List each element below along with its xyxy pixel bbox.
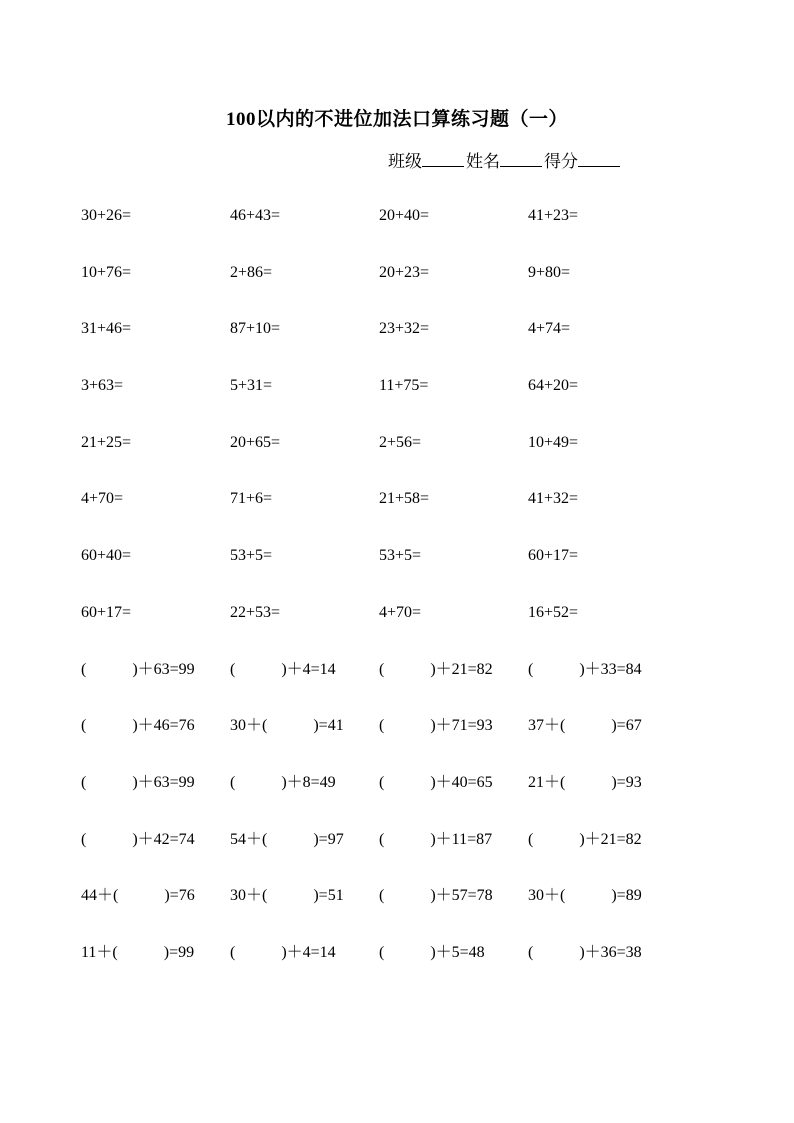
- problem-right: )＋33=84: [579, 660, 642, 678]
- problem-row: [81, 431, 677, 488]
- problem: 20+40=: [379, 207, 430, 224]
- blank-problem-row: [81, 941, 677, 998]
- blank-problem: [528, 828, 677, 885]
- problem-left: (: [528, 660, 534, 678]
- problem-left: (: [230, 773, 236, 791]
- problem-row: [81, 601, 677, 658]
- blank-problem-row: [81, 714, 677, 771]
- problem-right: )=89: [611, 887, 642, 905]
- problem-right: )＋5=48: [430, 943, 485, 961]
- problem-row: [81, 317, 677, 374]
- problem: 3+63=: [81, 377, 124, 395]
- problem-right: )＋11=87: [430, 830, 493, 848]
- problem-right: )＋57=78: [430, 887, 493, 905]
- problem-left: 54＋(: [230, 830, 268, 848]
- blank-problem: [379, 658, 528, 715]
- problem-right: )＋21=82: [430, 660, 493, 678]
- blank-problem-row: [81, 828, 677, 885]
- problem-right: )＋71=93: [430, 717, 493, 735]
- problem-right: )＋8=49: [281, 773, 336, 791]
- problem-right: )＋21=82: [579, 830, 642, 848]
- problem: 41+32=: [528, 490, 579, 508]
- problem: 2+86=: [230, 263, 273, 281]
- blank-problem: [528, 941, 677, 998]
- problem-left: 30＋(: [230, 717, 268, 735]
- problem-left: (: [81, 717, 87, 735]
- problem: 30+26=: [81, 207, 132, 224]
- problem: 71+6=: [230, 490, 273, 508]
- problem: 21+58=: [379, 490, 430, 508]
- problem: 87+10=: [230, 320, 281, 338]
- problem: 64+20=: [528, 377, 579, 395]
- problem: 20+65=: [230, 433, 281, 451]
- problem-left: (: [81, 660, 87, 678]
- problem-right: )＋40=65: [430, 773, 493, 791]
- problem-left: 11＋(: [81, 943, 118, 961]
- class-blank[interactable]: [422, 151, 464, 167]
- problem: 2+56=: [379, 433, 422, 451]
- blank-problem-row: [81, 884, 677, 941]
- problem-left: (: [230, 943, 236, 961]
- blank-problem: [379, 941, 528, 998]
- blank-problem-row: [81, 771, 677, 828]
- blank-problem: [379, 828, 528, 885]
- problem-right: )=97: [313, 830, 344, 848]
- name-blank[interactable]: [500, 151, 542, 167]
- blank-problem: [81, 714, 230, 771]
- blank-problem: [230, 771, 379, 828]
- blank-problem: [230, 941, 379, 998]
- problem: 60+17=: [528, 547, 579, 565]
- problem-row: [81, 374, 677, 431]
- problem-left: (: [379, 660, 385, 678]
- problem-left: (: [379, 830, 385, 848]
- problem-right: )＋42=74: [132, 830, 195, 848]
- blank-problem: [528, 658, 677, 715]
- problem-right: )＋4=14: [281, 943, 336, 961]
- problem: 4+74=: [528, 320, 571, 338]
- problem: 11+75=: [379, 377, 429, 395]
- problem: 10+76=: [81, 263, 132, 281]
- problem: 4+70=: [81, 490, 124, 508]
- blank-problem: [379, 771, 528, 828]
- problem: 60+40=: [81, 547, 132, 565]
- problem-right: )=41: [313, 717, 344, 735]
- blank-problem: [230, 714, 379, 771]
- blank-problem: [81, 658, 230, 715]
- problem: 46+43=: [230, 207, 281, 224]
- problem-row: [81, 261, 677, 318]
- problem: 41+23=: [528, 207, 579, 224]
- problem-left: 37＋(: [528, 717, 566, 735]
- blank-problem: [528, 771, 677, 828]
- problem-grid: [81, 204, 677, 998]
- problem-row: [81, 487, 677, 544]
- blank-problem-row: [81, 658, 677, 715]
- student-info-line: [388, 147, 622, 172]
- problem-right: )＋63=99: [132, 660, 195, 678]
- blank-problem: [528, 884, 677, 941]
- problem: 23+32=: [379, 320, 430, 338]
- blank-problem: [379, 884, 528, 941]
- problem: 22+53=: [230, 603, 281, 621]
- score-blank[interactable]: [578, 151, 620, 167]
- blank-problem: [81, 771, 230, 828]
- problem-right: )＋46=76: [132, 717, 195, 735]
- blank-problem: [230, 884, 379, 941]
- problem: 9+80=: [528, 263, 571, 281]
- problem-left: 21＋(: [528, 773, 566, 791]
- problem: 60+17=: [81, 603, 132, 621]
- problem: 53+5=: [379, 547, 422, 565]
- page-title: 100以内的不进位加法口算练习题（一）: [225, 109, 568, 130]
- problem-right: )=51: [313, 887, 344, 905]
- problem-left: (: [528, 830, 534, 848]
- problem-left: (: [528, 943, 534, 961]
- blank-problem: [230, 658, 379, 715]
- class-label: 班级: [388, 152, 422, 171]
- problem: 20+23=: [379, 263, 430, 281]
- problem-right: )=67: [611, 717, 642, 735]
- blank-problem: [81, 884, 230, 941]
- blank-problem: [81, 828, 230, 885]
- problem-left: 30＋(: [230, 887, 268, 905]
- blank-problem: [81, 941, 230, 998]
- problem-right: )＋63=99: [132, 773, 195, 791]
- problem-left: (: [81, 773, 87, 791]
- problem-left: (: [81, 830, 87, 848]
- problem-row: [81, 204, 677, 261]
- blank-problem: [528, 714, 677, 771]
- problem-left: (: [379, 717, 385, 735]
- problem: 31+46=: [81, 320, 132, 338]
- problem-right: )＋4=14: [281, 660, 336, 678]
- problem-left: 30＋(: [528, 887, 566, 905]
- problem-right: )=93: [611, 773, 642, 791]
- problem-left: 44＋(: [81, 887, 119, 905]
- problem: 53+5=: [230, 547, 273, 565]
- problem-right: )＋36=38: [579, 943, 642, 961]
- problem-left: (: [379, 887, 385, 905]
- blank-problem: [379, 714, 528, 771]
- problem-left: (: [379, 943, 385, 961]
- problem: 16+52=: [528, 603, 579, 621]
- blank-problem: [230, 828, 379, 885]
- problem-row: [81, 544, 677, 601]
- problem: 4+70=: [379, 603, 422, 621]
- problem-left: (: [230, 660, 236, 678]
- score-label: 得分: [544, 152, 578, 171]
- problem: 5+31=: [230, 377, 273, 395]
- name-label: 姓名: [466, 152, 500, 171]
- problem: 10+49=: [528, 433, 579, 451]
- problem-left: (: [379, 773, 385, 791]
- problem-right: )=99: [163, 943, 195, 961]
- problem: 21+25=: [81, 433, 132, 451]
- problem-right: )=76: [164, 887, 195, 905]
